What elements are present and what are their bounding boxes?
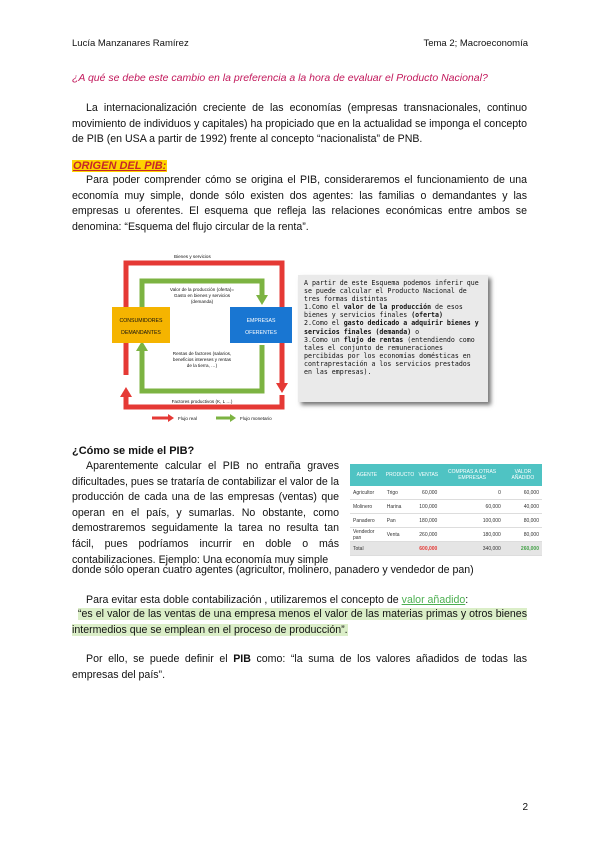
svg-text:Rentas de factores (salarios,: Rentas de factores (salarios,: [172, 351, 232, 356]
circular-flow-diagram: [112, 245, 292, 425]
svg-text:beneficios intereses y rentas: beneficios intereses y rentas: [172, 357, 232, 362]
como-heading: ¿Cómo se mide el PIB?: [72, 445, 195, 457]
como-paragraph: Aparentemente calcular el PIB no entraña graves dificultades, pues se trataría de contabilizar el valor de la producción de cada una de las empresas (ventas) que operan en el país, y sumarlas. No obstante, como demostraremos seguidamente la tarea no resulta tan fácil, pues podríamos incurrir en doble o más contabilizaciones. Ejemplo: Una economía muy simple: [72, 460, 339, 566]
valor-anadido-link[interactable]: valor añadido: [401, 594, 466, 606]
header-topic: Tema 2; Macroeconomía: [423, 38, 528, 49]
top-label: Bienes y servicios: [174, 254, 211, 259]
question-heading: ¿A qué se debe este cambio en la preferencia a la hora de evaluar el Producto Nacional?: [72, 72, 488, 84]
consumers-box: [112, 307, 170, 343]
page-number: 2: [522, 802, 528, 813]
pib-definition: Por ello, se puede definir el PIB como: “la suma de los valores añadidos de todas las empresas del país”.: [72, 653, 527, 681]
doble-paragraph: Para evitar esta doble contabilización , utilizaremos el concepto de valor añadido:: [86, 594, 469, 606]
svg-text:de la tierra, …): de la tierra, …): [186, 363, 218, 368]
svg-text:OFERENTES: OFERENTES: [245, 330, 277, 336]
paragraph-internacionalizacion: La internacionalización creciente de las economías (empresas transnacionales, continuo movimiento de individuos y capitales) ha propiciado que en la actualidad se imponga el concepto de PIB (en USA a partir de 1992) frente al concepto “nacionalista” de PNB.: [72, 102, 527, 146]
legend-monetary: Flujo monetario: [240, 416, 272, 421]
valor-anadido-quote: “es el valor de las ventas de una empresa menos el valor de las materias primas y otros bienes intermedios que se emplean en el proceso de producción”.: [72, 608, 527, 636]
table-row: Panadero Pan 180,000 100,000 80,000: [350, 514, 542, 528]
table-total-row: Total 600,000 340,000 260,000: [350, 542, 542, 556]
table-header: AGENTE PRODUCTO VENTAS COMPRAS A OTRAS EMPRESAS VALOR AÑADIDO: [350, 464, 542, 486]
svg-text:(demanda): (demanda): [190, 299, 214, 304]
bottom-label: Factores productivos (K, L …): [171, 399, 233, 404]
pib-methods-note: A partir de este Esquema podemos inferir que se puede calcular el Producto Nacional de tres formas distintas 1.Como el valor de la producción de esos bienes y servicios finales (oferta) 2.Como el gasto dedicado a adquirir bienes y servicios finales (demanda) o 3.Como un flujo de rentas (entendiendo como tales el conjunto de remuneraciones percibidas por los economías domésticas en contraprestación a los servicios prestados en las empresas).: [298, 275, 488, 402]
origen-paragraph: Para poder comprender cómo se origina el PIB, consideraremos el funcionamiento de una economía muy simple, donde sólo existen dos agentes: las familias o demandantes y las empresas u oferentes. El esquema que refleja las relaciones económicas entre ambos se denomina: “Esquema del flujo circular de la renta”.: [72, 174, 527, 233]
firms-label: EMPRESAS: [246, 318, 276, 324]
como-paragraph-cont: donde sólo operan cuatro agentes (agricultor, molinero, panadero y vendedor de pan): [72, 564, 474, 576]
svg-text:Gasto en bienes y servicios: Gasto en bienes y servicios: [173, 293, 231, 298]
legend-real: Flujo real: [178, 416, 197, 421]
origen-heading: ORIGEN DEL PIB:: [73, 160, 167, 172]
svg-text:DEMANDANTES: DEMANDANTES: [121, 330, 161, 336]
firms-box: [230, 307, 292, 343]
table-row: Vendedor pan Venta 260,000 180,000 80,000: [350, 528, 542, 542]
consumers-label: CONSUMIDORES: [119, 318, 163, 324]
header-author: Lucía Manzanares Ramírez: [72, 38, 189, 49]
table-row: Agricultor Trigo 60,000 0 60,000: [350, 486, 542, 500]
svg-text:Valor de la producción (oferta: Valor de la producción (oferta)=: [169, 287, 235, 292]
value-added-table: [350, 464, 542, 556]
red-arrow-head: [276, 383, 288, 393]
table-row: Molinero Harina 100,000 60,000 40,000: [350, 500, 542, 514]
